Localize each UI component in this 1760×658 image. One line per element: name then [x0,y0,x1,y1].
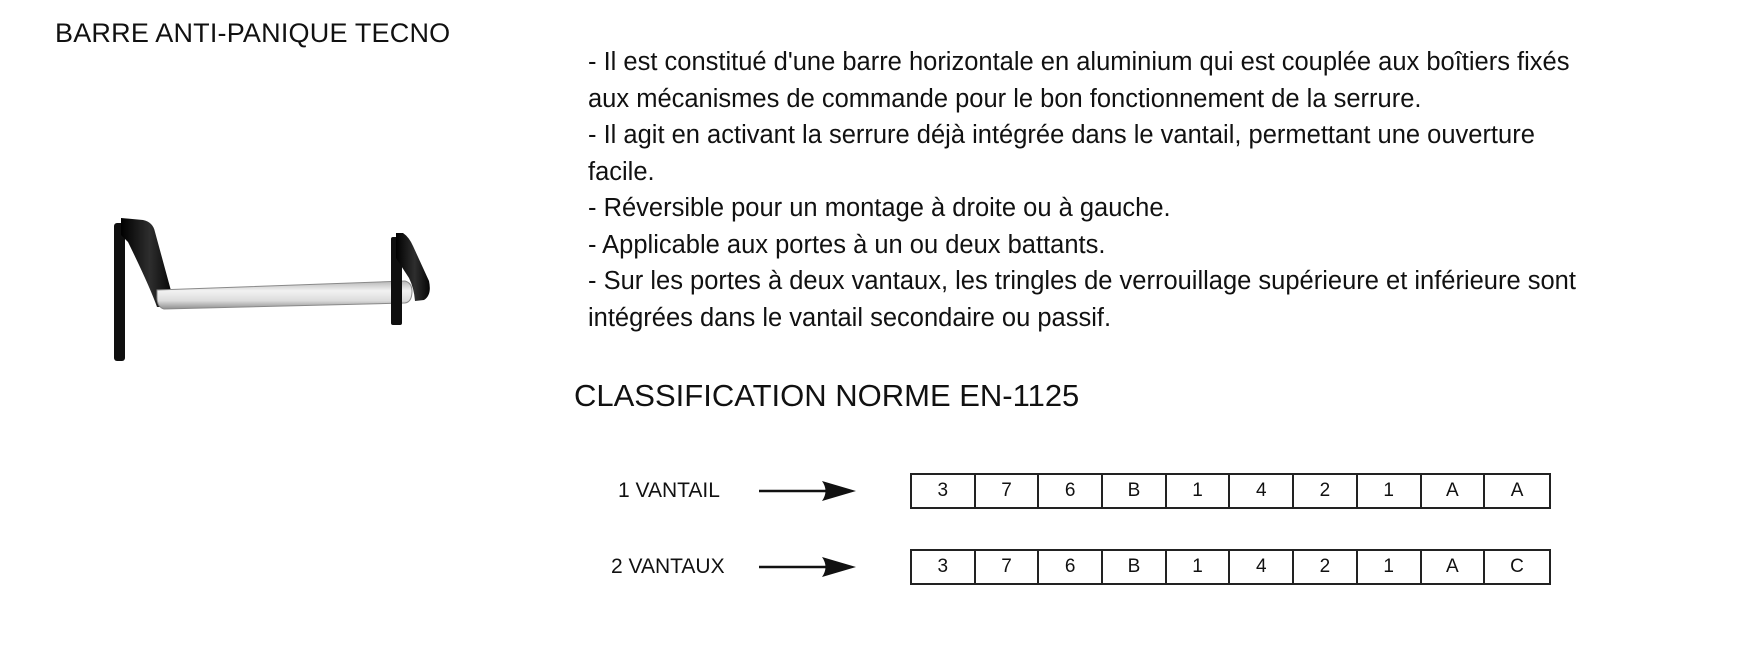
code-cell: 3 [912,475,976,507]
code-cell: A [1422,475,1486,507]
arrow-right-icon [759,554,856,580]
classification-row [0,473,1760,509]
code-grid [910,549,1551,585]
code-cell: 4 [1230,475,1294,507]
code-cell: B [1103,551,1167,583]
code-cell: 4 [1230,551,1294,583]
row-label: 1 VANTAIL [618,479,720,502]
code-cell: 1 [1358,551,1422,583]
description-item: - Réversible pour un montage à droite ou à gauche. [588,194,1171,222]
description-list [574,44,1704,336]
code-cell: 1 [1358,475,1422,507]
code-cell: 1 [1167,551,1231,583]
row-label: 2 VANTAUX [611,555,725,578]
description-item: - Il est constitué d'une barre horizontale en aluminium qui est couplée aux boîtiers fixés aux mécanismes de commande pour le bon fonctionnement de la serrure. [588,48,1570,113]
code-cell: 7 [976,475,1040,507]
code-cell: 6 [1039,551,1103,583]
code-grid [910,473,1551,509]
description-item: - Il agit en activant la serrure déjà intégrée dans le vantail, permettant une ouverture facile. [588,121,1535,186]
code-cell: C [1510,556,1524,577]
code-cell: A [1422,551,1486,583]
code-cell: 7 [976,551,1040,583]
code-cell: 1 [1167,475,1231,507]
code-cell: 3 [912,551,976,583]
description-item: - Sur les portes à deux vantaux, les tringles de verrouillage supérieure et inférieure sont intégrées dans le vantail secondaire ou passif. [588,267,1576,332]
code-cell: B [1103,475,1167,507]
code-cell: 2 [1294,551,1358,583]
classification-title: CLASSIFICATION NORME EN-1125 [574,378,1080,413]
description-item: - Applicable aux portes à un ou deux battants. [588,230,1106,259]
arrow-right-icon [759,478,856,504]
code-cell: A [1510,480,1524,501]
code-cell: 2 [1294,475,1358,507]
code-cell: 6 [1039,475,1103,507]
panic-bar-image [100,215,450,375]
page-title: BARRE ANTI-PANIQUE TECNO [55,18,451,48]
classification-row [0,549,1760,585]
